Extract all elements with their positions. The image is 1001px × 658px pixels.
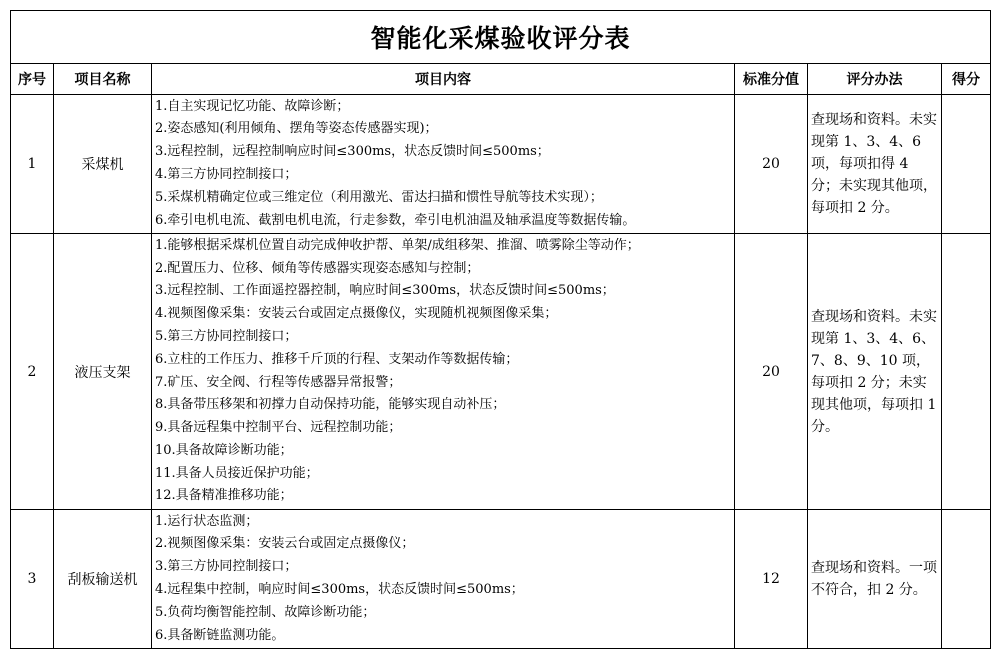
row-content bbox=[152, 234, 735, 510]
content-item: 8.具备带压移架和初撑力自动保持功能，能够实现自动补压； bbox=[155, 397, 506, 413]
row-score: 12 bbox=[735, 510, 808, 649]
content-item: 5.采煤机精确定位或三维定位（利用激光、雷达扫描和惯性导航等技术实现）； bbox=[155, 189, 603, 205]
header-name: 项目名称 bbox=[54, 64, 152, 95]
table-row bbox=[11, 95, 991, 234]
content-item: 11.具备人员接近保护功能； bbox=[155, 465, 319, 481]
content-item: 12.具备精准推移功能； bbox=[155, 488, 293, 504]
content-item: 7.矿压、安全阀、行程等传感器异常报警； bbox=[155, 374, 402, 390]
scoring-sheet bbox=[10, 10, 990, 649]
content-item: 2.配置压力、位移、倾角等传感器实现姿态感知与控制； bbox=[155, 260, 480, 276]
content-item: 4.远程集中控制，响应时间≤300ms，状态反馈时间≤500ms； bbox=[155, 582, 524, 597]
header-score: 标准分值 bbox=[735, 64, 808, 95]
row-seq: 1 bbox=[11, 95, 54, 234]
header-method: 评分办法 bbox=[808, 64, 942, 95]
content-item: 5.第三方协同控制接口； bbox=[155, 328, 298, 344]
content-item: 3.第三方协同控制接口； bbox=[155, 559, 298, 575]
header-get: 得分 bbox=[942, 64, 991, 95]
header-seq: 序号 bbox=[11, 64, 54, 95]
row-method: 查现场和资料。未实现第 1、3、4、6、7、8、9、10 项，每项扣 2 分；未实现其他项，每项扣 1 分。 bbox=[808, 234, 942, 510]
content-item: 10.具备故障诊断功能； bbox=[155, 442, 293, 458]
row-seq: 3 bbox=[11, 510, 54, 649]
content-item: 3.远程控制、工作面遥控器控制，响应时间≤300ms，状态反馈时间≤500ms； bbox=[155, 283, 615, 299]
table-row bbox=[11, 510, 991, 649]
row-get[interactable] bbox=[942, 95, 991, 234]
row-score: 20 bbox=[735, 95, 808, 234]
row-score: 20 bbox=[735, 234, 808, 510]
content-item: 9.具备远程集中控制平台、远程控制功能； bbox=[155, 420, 402, 436]
header-content: 项目内容 bbox=[152, 64, 735, 95]
row-get[interactable] bbox=[942, 510, 991, 649]
scoring-table bbox=[10, 10, 991, 649]
content-item: 5.负荷均衡智能控制、故障诊断功能； bbox=[155, 604, 376, 620]
row-name: 刮板输送机 bbox=[54, 510, 152, 649]
row-content bbox=[152, 510, 735, 649]
header-row bbox=[11, 64, 991, 95]
content-item: 6.牵引电机电流、截割电机电流，行走参数，牵引电机油温及轴承温度等数据传输。 bbox=[155, 212, 636, 228]
content-item: 2.姿态感知(利用倾角、摆角等姿态传感器实现)； bbox=[155, 121, 438, 137]
content-item: 1.能够根据采煤机位置自动完成伸收护帮、单架/成组移架、推溜、喷雾除尘等动作； bbox=[155, 237, 640, 253]
row-method: 查现场和资料。一项不符合，扣 2 分。 bbox=[808, 510, 942, 649]
content-item: 4.第三方协同控制接口； bbox=[155, 167, 298, 182]
row-get[interactable] bbox=[942, 234, 991, 510]
content-item: 4.视频图像采集：安装云台或固定点摄像仪，实现随机视频图像采集； bbox=[155, 306, 558, 322]
row-method: 查现场和资料。未实现第 1、3、4、6 项，每项扣得 4 分；未实现其他项，每项扣 2 分。 bbox=[808, 95, 942, 234]
row-name: 液压支架 bbox=[54, 234, 152, 510]
table-row bbox=[11, 234, 991, 510]
content-item: 3.远程控制，远程控制响应时间≤300ms，状态反馈时间≤500ms； bbox=[155, 144, 550, 160]
row-seq: 2 bbox=[11, 234, 54, 510]
content-item: 1.自主实现记忆功能、故障诊断； bbox=[155, 98, 350, 114]
content-item: 6.立柱的工作压力、推移千斤顶的行程、支架动作等数据传输； bbox=[155, 351, 519, 367]
content-item: 6.具备断链监测功能。 bbox=[155, 627, 285, 643]
row-name: 采煤机 bbox=[54, 95, 152, 234]
row-content bbox=[152, 95, 735, 234]
content-item: 1.运行状态监测； bbox=[155, 513, 259, 529]
content-item: 2.视频图像采集：安装云台或固定点摄像仪； bbox=[155, 536, 415, 552]
table-title: 智能化采煤验收评分表 bbox=[11, 11, 991, 64]
